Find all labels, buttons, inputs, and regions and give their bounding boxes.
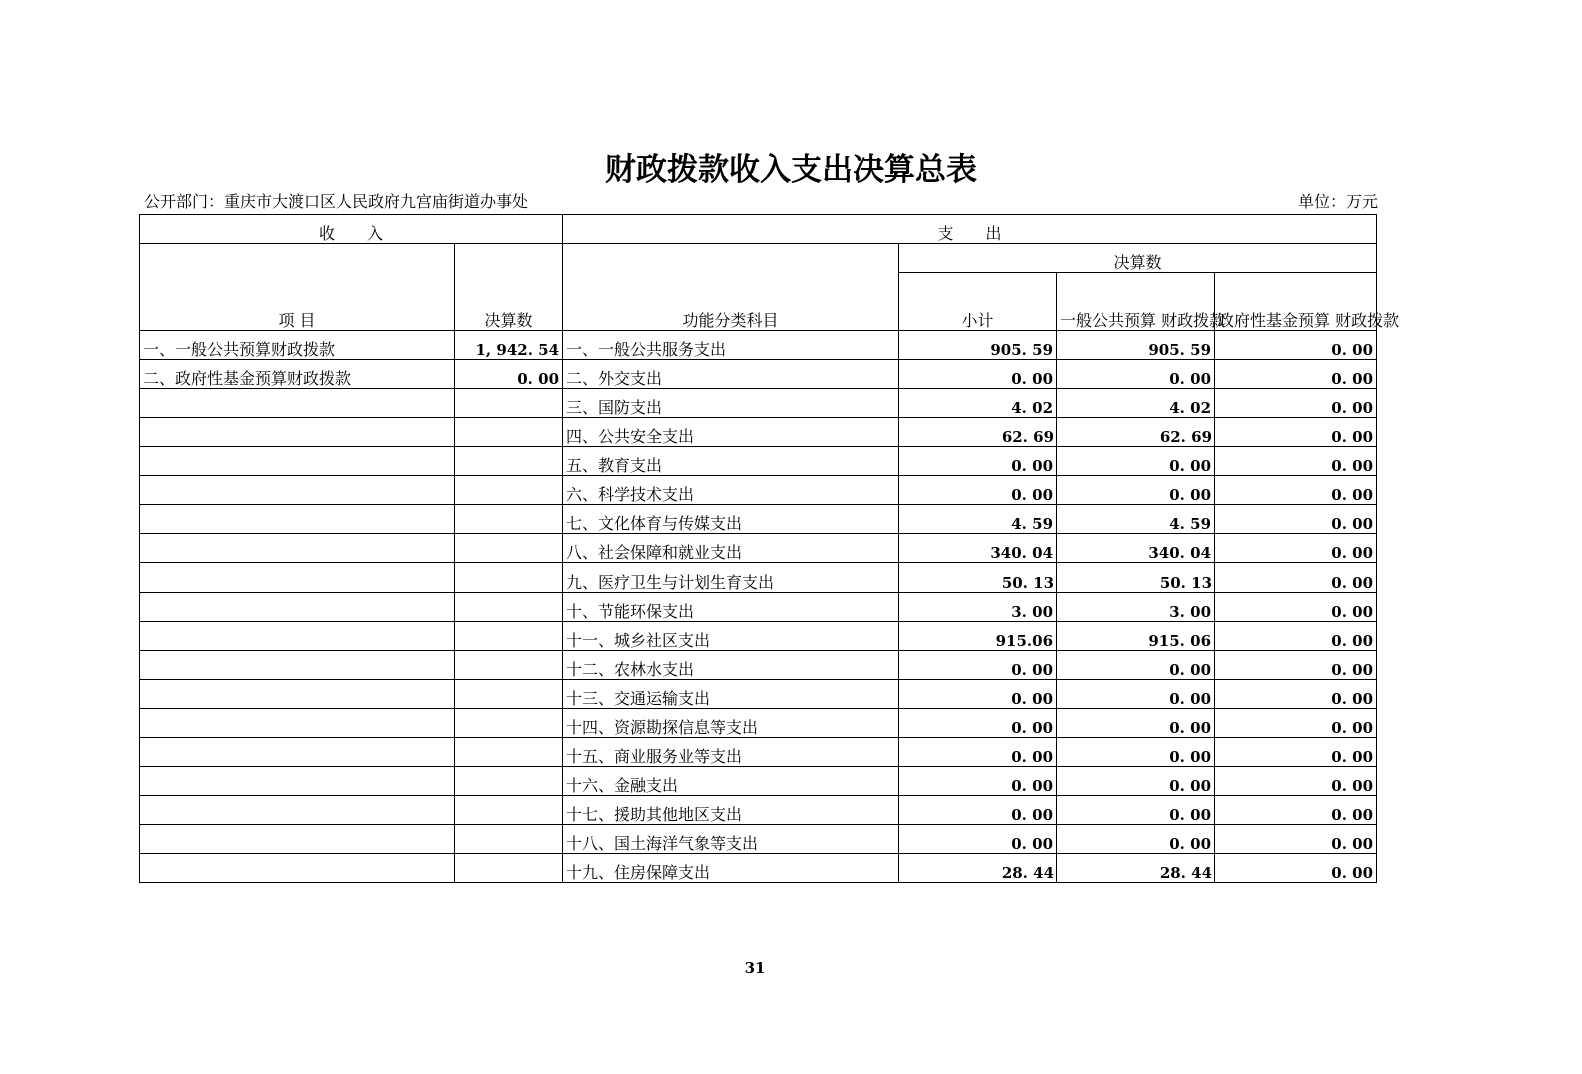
general-budget-cell: 0. 00: [1057, 447, 1215, 476]
page-title: 财政拨款收入支出决算总表: [605, 152, 977, 188]
subtotal-cell: 905. 59: [899, 331, 1057, 360]
income-item-cell: [140, 680, 455, 709]
table-row: [140, 651, 1377, 680]
category-cell: 二、外交支出: [563, 360, 899, 389]
table-row: [140, 360, 1377, 389]
general-budget-cell: 0. 00: [1057, 796, 1215, 825]
income-amount-cell: 0. 00: [455, 360, 563, 389]
income-amount-cell: [455, 447, 563, 476]
table-row: [140, 622, 1377, 651]
income-amount-cell: [455, 796, 563, 825]
gov-fund-cell: 0. 00: [1215, 593, 1377, 622]
general-budget-cell: 0. 00: [1057, 476, 1215, 505]
category-cell: 三、国防支出: [563, 389, 899, 418]
subtotal-cell: 4. 02: [899, 389, 1057, 418]
table-row: [140, 854, 1377, 883]
subtotal-cell: 0. 00: [899, 651, 1057, 680]
income-amount-cell: [455, 767, 563, 796]
income-item-cell: [140, 476, 455, 505]
gov-fund-cell: 0. 00: [1215, 476, 1377, 505]
table-row: [140, 331, 1377, 360]
category-cell: 十九、住房保障支出: [563, 854, 899, 883]
subtotal-cell: 4. 59: [899, 505, 1057, 534]
income-item-cell: 一、一般公共预算财政拨款: [140, 331, 455, 360]
general-budget-cell: 0. 00: [1057, 651, 1215, 680]
general-budget-cell: 0. 00: [1057, 738, 1215, 767]
category-cell: 十三、交通运输支出: [563, 680, 899, 709]
general-budget-cell: 4. 02: [1057, 389, 1215, 418]
general-budget-cell: 28. 44: [1057, 854, 1215, 883]
general-budget-cell: 915. 06: [1057, 622, 1215, 651]
income-item-cell: [140, 505, 455, 534]
general-budget-cell: 0. 00: [1057, 709, 1215, 738]
general-budget-cell: 50. 13: [1057, 563, 1215, 593]
department-label: 公开部门：重庆市大渡口区人民政府九宫庙街道办事处: [144, 192, 529, 211]
income-item-cell: [140, 825, 455, 854]
table-row: [140, 593, 1377, 622]
subtotal-cell: 50. 13: [899, 563, 1057, 593]
general-budget-cell: 3. 00: [1057, 593, 1215, 622]
subtotal-cell: 28. 44: [899, 854, 1057, 883]
subtotal-cell: 0. 00: [899, 476, 1057, 505]
gov-fund-cell: 0. 00: [1215, 331, 1377, 360]
income-item-cell: 二、政府性基金预算财政拨款: [140, 360, 455, 389]
gov-fund-cell: 0. 00: [1215, 825, 1377, 854]
gov-fund-cell: 0. 00: [1215, 651, 1377, 680]
income-header: 收 入: [140, 215, 563, 244]
income-amount-cell: [455, 622, 563, 651]
subtotal-cell: 0. 00: [899, 825, 1057, 854]
subtotal-cell: 3. 00: [899, 593, 1057, 622]
subtotal-cell: 0. 00: [899, 767, 1057, 796]
category-cell: 五、教育支出: [563, 447, 899, 476]
subtotal-header: 小计: [899, 273, 1057, 331]
table-row: [140, 563, 1377, 593]
gov-fund-cell: 0. 00: [1215, 680, 1377, 709]
income-amount-cell: [455, 738, 563, 767]
general-budget-header: 一般公共预算 财政拨款: [1057, 273, 1215, 331]
general-budget-cell: 0. 00: [1057, 680, 1215, 709]
table-row: [140, 825, 1377, 854]
table-row: [140, 767, 1377, 796]
subtotal-cell: 0. 00: [899, 738, 1057, 767]
income-item-cell: [140, 418, 455, 447]
category-cell: 八、社会保障和就业支出: [563, 534, 899, 563]
subtotal-cell: 915.06: [899, 622, 1057, 651]
income-item-cell: [140, 447, 455, 476]
income-item-cell: [140, 593, 455, 622]
income-amount-cell: [455, 389, 563, 418]
income-amount-cell: [455, 505, 563, 534]
category-cell: 六、科学技术支出: [563, 476, 899, 505]
income-item-cell: [140, 389, 455, 418]
column-header-row-1: [140, 244, 1377, 273]
general-budget-cell: 62. 69: [1057, 418, 1215, 447]
category-cell: 十一、城乡社区支出: [563, 622, 899, 651]
income-item-cell: [140, 563, 455, 593]
income-amount-cell: [455, 651, 563, 680]
subtotal-cell: 0. 00: [899, 680, 1057, 709]
general-budget-cell: 0. 00: [1057, 767, 1215, 796]
category-cell: 十四、资源勘探信息等支出: [563, 709, 899, 738]
category-header: 功能分类科目: [563, 244, 899, 331]
gov-fund-cell: 0. 00: [1215, 854, 1377, 883]
amount-header: 决算数: [455, 244, 563, 331]
income-amount-cell: [455, 680, 563, 709]
gov-fund-cell: 0. 00: [1215, 709, 1377, 738]
gov-fund-cell: 0. 00: [1215, 563, 1377, 593]
gov-fund-cell: 0. 00: [1215, 389, 1377, 418]
subtotal-cell: 62. 69: [899, 418, 1057, 447]
income-item-cell: [140, 767, 455, 796]
gov-fund-cell: 0. 00: [1215, 796, 1377, 825]
table-row: [140, 505, 1377, 534]
category-cell: 十五、商业服务业等支出: [563, 738, 899, 767]
final-amount-group-header: 决算数: [899, 244, 1377, 273]
income-amount-cell: [455, 418, 563, 447]
income-item-cell: [140, 738, 455, 767]
subtotal-cell: 0. 00: [899, 360, 1057, 389]
category-cell: 四、公共安全支出: [563, 418, 899, 447]
subtotal-cell: 0. 00: [899, 709, 1057, 738]
income-item-cell: [140, 709, 455, 738]
income-amount-cell: [455, 825, 563, 854]
gov-fund-cell: 0. 00: [1215, 767, 1377, 796]
table-row: [140, 796, 1377, 825]
gov-fund-cell: 0. 00: [1215, 738, 1377, 767]
category-cell: 十八、国土海洋气象等支出: [563, 825, 899, 854]
item-header: 项 目: [140, 244, 455, 331]
gov-fund-cell: 0. 00: [1215, 418, 1377, 447]
unit-label: 单位：万元: [1297, 192, 1378, 211]
gov-fund-cell: 0. 00: [1215, 360, 1377, 389]
table-row: [140, 476, 1377, 505]
income-item-cell: [140, 534, 455, 563]
table-row: [140, 738, 1377, 767]
income-amount-cell: 1, 942. 54: [455, 331, 563, 360]
income-amount-cell: [455, 854, 563, 883]
category-cell: 七、文化体育与传媒支出: [563, 505, 899, 534]
income-item-cell: [140, 854, 455, 883]
category-cell: 九、医疗卫生与计划生育支出: [563, 563, 899, 593]
subtotal-cell: 340. 04: [899, 534, 1057, 563]
gov-fund-budget-header: 政府性基金预算 财政拨款: [1215, 273, 1377, 331]
category-cell: 十、节能环保支出: [563, 593, 899, 622]
income-amount-cell: [455, 534, 563, 563]
gov-fund-cell: 0. 00: [1215, 447, 1377, 476]
general-budget-cell: 0. 00: [1057, 825, 1215, 854]
general-budget-cell: 4. 59: [1057, 505, 1215, 534]
income-amount-cell: [455, 709, 563, 738]
page-number: 31: [744, 959, 766, 977]
section-header-row: [140, 215, 1377, 244]
table-row: [140, 709, 1377, 738]
category-cell: 十六、金融支出: [563, 767, 899, 796]
income-item-cell: [140, 622, 455, 651]
general-budget-cell: 340. 04: [1057, 534, 1215, 563]
expenditure-header: 支 出: [563, 215, 1377, 244]
gov-fund-cell: 0. 00: [1215, 505, 1377, 534]
table-row: [140, 447, 1377, 476]
category-cell: 一、一般公共服务支出: [563, 331, 899, 360]
gov-fund-cell: 0. 00: [1215, 622, 1377, 651]
subtotal-cell: 0. 00: [899, 796, 1057, 825]
income-amount-cell: [455, 563, 563, 593]
gov-fund-cell: 0. 00: [1215, 534, 1377, 563]
income-item-cell: [140, 796, 455, 825]
general-budget-cell: 905. 59: [1057, 331, 1215, 360]
subtotal-cell: 0. 00: [899, 447, 1057, 476]
table-row: [140, 418, 1377, 447]
table-row: [140, 680, 1377, 709]
income-amount-cell: [455, 476, 563, 505]
table-row: [140, 534, 1377, 563]
income-item-cell: [140, 651, 455, 680]
category-cell: 十二、农林水支出: [563, 651, 899, 680]
income-amount-cell: [455, 593, 563, 622]
category-cell: 十七、援助其他地区支出: [563, 796, 899, 825]
budget-table: [139, 214, 1400, 883]
table-row: [140, 389, 1377, 418]
general-budget-cell: 0. 00: [1057, 360, 1215, 389]
